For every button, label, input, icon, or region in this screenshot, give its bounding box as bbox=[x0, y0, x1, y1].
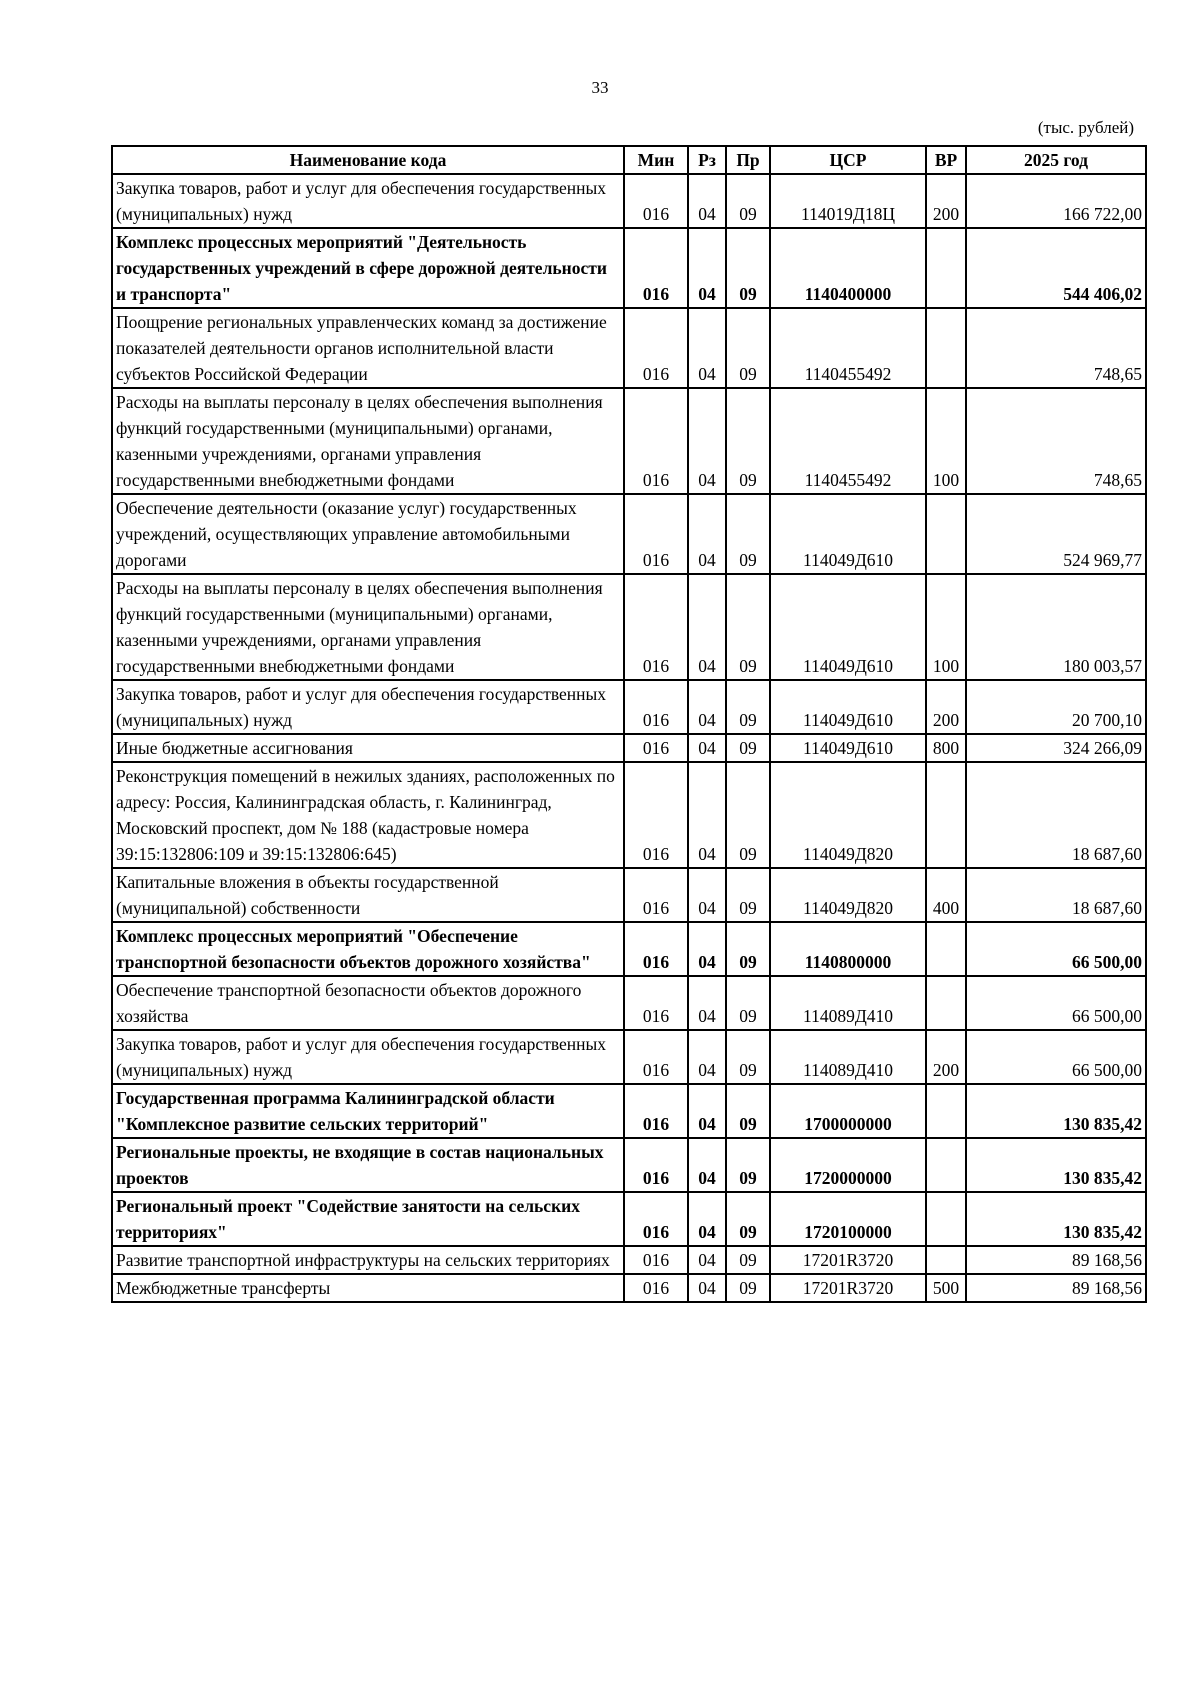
cell-rz: 04 bbox=[688, 976, 726, 1030]
cell-csr: 17201R3720 bbox=[770, 1246, 926, 1274]
cell-amount: 66 500,00 bbox=[966, 922, 1146, 976]
cell-csr: 114049Д610 bbox=[770, 734, 926, 762]
cell-name: Капитальные вложения в объекты государственной (муниципальной) собственности bbox=[112, 868, 624, 922]
cell-csr: 1720000000 bbox=[770, 1138, 926, 1192]
cell-min: 016 bbox=[624, 574, 688, 680]
cell-vr bbox=[926, 308, 966, 388]
cell-csr: 114049Д820 bbox=[770, 762, 926, 868]
cell-rz: 04 bbox=[688, 680, 726, 734]
cell-name: Развитие транспортной инфраструктуры на сельских территориях bbox=[112, 1246, 624, 1274]
cell-csr: 1720100000 bbox=[770, 1192, 926, 1246]
cell-csr: 1140455492 bbox=[770, 308, 926, 388]
table-row bbox=[112, 574, 1146, 680]
cell-amount: 130 835,42 bbox=[966, 1084, 1146, 1138]
cell-name: Региональный проект "Содействие занятости на сельских территориях" bbox=[112, 1192, 624, 1246]
cell-min: 016 bbox=[624, 922, 688, 976]
cell-pr: 09 bbox=[726, 1274, 770, 1302]
cell-amount: 748,65 bbox=[966, 308, 1146, 388]
cell-csr: 114049Д610 bbox=[770, 574, 926, 680]
table-row bbox=[112, 1192, 1146, 1246]
cell-rz: 04 bbox=[688, 308, 726, 388]
cell-rz: 04 bbox=[688, 868, 726, 922]
cell-vr: 100 bbox=[926, 388, 966, 494]
cell-vr bbox=[926, 228, 966, 308]
table-body bbox=[112, 174, 1146, 1302]
cell-amount: 18 687,60 bbox=[966, 868, 1146, 922]
table-row bbox=[112, 762, 1146, 868]
cell-pr: 09 bbox=[726, 680, 770, 734]
cell-pr: 09 bbox=[726, 1030, 770, 1084]
cell-vr: 400 bbox=[926, 868, 966, 922]
cell-name: Государственная программа Калининградской области "Комплексное развитие сельских территорий" bbox=[112, 1084, 624, 1138]
cell-min: 016 bbox=[624, 308, 688, 388]
table-row bbox=[112, 922, 1146, 976]
table-row bbox=[112, 228, 1146, 308]
cell-rz: 04 bbox=[688, 1084, 726, 1138]
cell-rz: 04 bbox=[688, 922, 726, 976]
cell-min: 016 bbox=[624, 388, 688, 494]
table-row bbox=[112, 494, 1146, 574]
cell-rz: 04 bbox=[688, 1138, 726, 1192]
cell-rz: 04 bbox=[688, 388, 726, 494]
cell-vr: 200 bbox=[926, 1030, 966, 1084]
cell-min: 016 bbox=[624, 734, 688, 762]
cell-name: Поощрение региональных управленческих команд за достижение показателей деятельности органов исполнительной власти субъектов Российской Федерации bbox=[112, 308, 624, 388]
cell-amount: 544 406,02 bbox=[966, 228, 1146, 308]
cell-amount: 130 835,42 bbox=[966, 1192, 1146, 1246]
header-min: Мин bbox=[624, 146, 688, 174]
cell-name: Обеспечение транспортной безопасности объектов дорожного хозяйства bbox=[112, 976, 624, 1030]
cell-pr: 09 bbox=[726, 922, 770, 976]
cell-name: Закупка товаров, работ и услуг для обеспечения государственных (муниципальных) нужд bbox=[112, 1030, 624, 1084]
header-name: Наименование кода bbox=[112, 146, 624, 174]
cell-amount: 66 500,00 bbox=[966, 1030, 1146, 1084]
cell-pr: 09 bbox=[726, 174, 770, 228]
cell-min: 016 bbox=[624, 1274, 688, 1302]
cell-min: 016 bbox=[624, 680, 688, 734]
table-row bbox=[112, 174, 1146, 228]
cell-rz: 04 bbox=[688, 574, 726, 680]
cell-name: Реконструкция помещений в нежилых зданиях, расположенных по адресу: Россия, Калининградская область, г. Калининград, Московский проспект, дом № 188 (кадастровые номера 39:15:132806:109 и 39:15:132806:645) bbox=[112, 762, 624, 868]
cell-pr: 09 bbox=[726, 574, 770, 680]
cell-min: 016 bbox=[624, 976, 688, 1030]
cell-vr: 500 bbox=[926, 1274, 966, 1302]
cell-min: 016 bbox=[624, 174, 688, 228]
cell-pr: 09 bbox=[726, 1192, 770, 1246]
cell-rz: 04 bbox=[688, 1246, 726, 1274]
table-row bbox=[112, 308, 1146, 388]
cell-amount: 748,65 bbox=[966, 388, 1146, 494]
table-row bbox=[112, 868, 1146, 922]
cell-amount: 524 969,77 bbox=[966, 494, 1146, 574]
cell-vr bbox=[926, 976, 966, 1030]
cell-amount: 66 500,00 bbox=[966, 976, 1146, 1030]
table-row bbox=[112, 976, 1146, 1030]
cell-vr: 200 bbox=[926, 680, 966, 734]
cell-amount: 18 687,60 bbox=[966, 762, 1146, 868]
cell-vr bbox=[926, 1084, 966, 1138]
cell-pr: 09 bbox=[726, 494, 770, 574]
cell-min: 016 bbox=[624, 1246, 688, 1274]
cell-name: Расходы на выплаты персоналу в целях обеспечения выполнения функций государственными (муниципальными) органами, казенными учреждениями, органами управления государственными внебюджетными фондами bbox=[112, 574, 624, 680]
table-row bbox=[112, 388, 1146, 494]
cell-min: 016 bbox=[624, 228, 688, 308]
cell-min: 016 bbox=[624, 1084, 688, 1138]
header-year: 2025 год bbox=[966, 146, 1146, 174]
cell-amount: 180 003,57 bbox=[966, 574, 1146, 680]
cell-name: Обеспечение деятельности (оказание услуг) государственных учреждений, осуществляющих управление автомобильными дорогами bbox=[112, 494, 624, 574]
cell-rz: 04 bbox=[688, 174, 726, 228]
cell-csr: 1140455492 bbox=[770, 388, 926, 494]
header-csr: ЦСР bbox=[770, 146, 926, 174]
cell-csr: 1140800000 bbox=[770, 922, 926, 976]
cell-csr: 114019Д18Ц bbox=[770, 174, 926, 228]
cell-pr: 09 bbox=[726, 868, 770, 922]
table-header-row bbox=[112, 146, 1146, 174]
cell-pr: 09 bbox=[726, 308, 770, 388]
cell-amount: 324 266,09 bbox=[966, 734, 1146, 762]
table-row bbox=[112, 1084, 1146, 1138]
cell-name: Закупка товаров, работ и услуг для обеспечения государственных (муниципальных) нужд bbox=[112, 174, 624, 228]
table-row bbox=[112, 680, 1146, 734]
cell-min: 016 bbox=[624, 1138, 688, 1192]
cell-vr: 800 bbox=[926, 734, 966, 762]
cell-name: Межбюджетные трансферты bbox=[112, 1274, 624, 1302]
cell-name: Иные бюджетные ассигнования bbox=[112, 734, 624, 762]
cell-rz: 04 bbox=[688, 1192, 726, 1246]
cell-csr: 1140400000 bbox=[770, 228, 926, 308]
table-row bbox=[112, 1274, 1146, 1302]
cell-csr: 1700000000 bbox=[770, 1084, 926, 1138]
units-label: (тыс. рублей) bbox=[1037, 118, 1134, 137]
cell-name: Расходы на выплаты персоналу в целях обеспечения выполнения функций государственными (муниципальными) органами, казенными учреждениями, органами управления государственными внебюджетными фондами bbox=[112, 388, 624, 494]
cell-amount: 89 168,56 bbox=[966, 1274, 1146, 1302]
cell-min: 016 bbox=[624, 1192, 688, 1246]
cell-vr bbox=[926, 1192, 966, 1246]
cell-rz: 04 bbox=[688, 228, 726, 308]
cell-pr: 09 bbox=[726, 1246, 770, 1274]
cell-rz: 04 bbox=[688, 1030, 726, 1084]
cell-vr bbox=[926, 494, 966, 574]
cell-vr bbox=[926, 922, 966, 976]
cell-vr bbox=[926, 1246, 966, 1274]
cell-min: 016 bbox=[624, 868, 688, 922]
cell-amount: 130 835,42 bbox=[966, 1138, 1146, 1192]
cell-vr bbox=[926, 762, 966, 868]
cell-csr: 17201R3720 bbox=[770, 1274, 926, 1302]
header-rz: Рз bbox=[688, 146, 726, 174]
cell-rz: 04 bbox=[688, 762, 726, 868]
cell-pr: 09 bbox=[726, 734, 770, 762]
cell-amount: 166 722,00 bbox=[966, 174, 1146, 228]
table-row bbox=[112, 1138, 1146, 1192]
cell-name: Региональные проекты, не входящие в состав национальных проектов bbox=[112, 1138, 624, 1192]
cell-name: Закупка товаров, работ и услуг для обеспечения государственных (муниципальных) нужд bbox=[112, 680, 624, 734]
cell-vr bbox=[926, 1138, 966, 1192]
cell-vr: 100 bbox=[926, 574, 966, 680]
cell-pr: 09 bbox=[726, 1138, 770, 1192]
cell-rz: 04 bbox=[688, 494, 726, 574]
cell-rz: 04 bbox=[688, 1274, 726, 1302]
page-number: 33 bbox=[591, 78, 609, 97]
cell-vr: 200 bbox=[926, 174, 966, 228]
cell-rz: 04 bbox=[688, 734, 726, 762]
cell-csr: 114049Д610 bbox=[770, 494, 926, 574]
cell-pr: 09 bbox=[726, 388, 770, 494]
cell-min: 016 bbox=[624, 494, 688, 574]
cell-csr: 114089Д410 bbox=[770, 1030, 926, 1084]
cell-min: 016 bbox=[624, 762, 688, 868]
cell-pr: 09 bbox=[726, 228, 770, 308]
budget-table bbox=[111, 145, 1147, 1303]
cell-amount: 89 168,56 bbox=[966, 1246, 1146, 1274]
cell-pr: 09 bbox=[726, 762, 770, 868]
cell-csr: 114089Д410 bbox=[770, 976, 926, 1030]
cell-csr: 114049Д610 bbox=[770, 680, 926, 734]
cell-name: Комплекс процессных мероприятий "Деятельность государственных учреждений в сфере дорожной деятельности и транспорта" bbox=[112, 228, 624, 308]
header-vr: ВР bbox=[926, 146, 966, 174]
cell-min: 016 bbox=[624, 1030, 688, 1084]
cell-csr: 114049Д820 bbox=[770, 868, 926, 922]
cell-pr: 09 bbox=[726, 976, 770, 1030]
table-row bbox=[112, 1246, 1146, 1274]
cell-pr: 09 bbox=[726, 1084, 770, 1138]
cell-amount: 20 700,10 bbox=[966, 680, 1146, 734]
cell-name: Комплекс процессных мероприятий "Обеспечение транспортной безопасности объектов дорожного хозяйства" bbox=[112, 922, 624, 976]
header-pr: Пр bbox=[726, 146, 770, 174]
table-row bbox=[112, 1030, 1146, 1084]
table-row bbox=[112, 734, 1146, 762]
